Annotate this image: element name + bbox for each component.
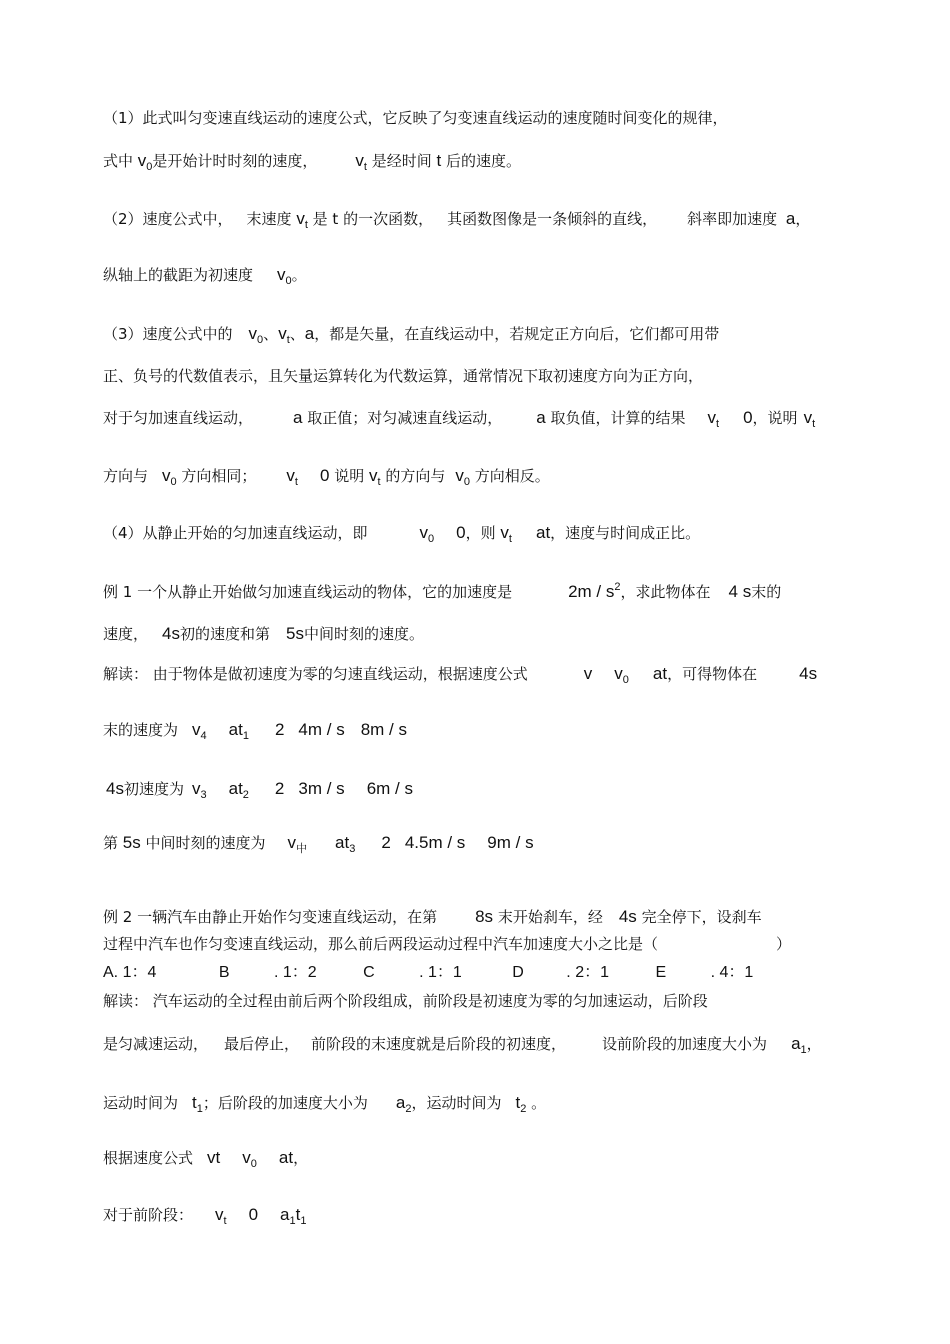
example-2-solution-line-2: 是匀减速运动， 最后停止， 前阶段的末速度就是后阶段的初速度， 设前阶段的加速度大小为 $a_1$， — [103, 1034, 822, 1056]
para-2-line-1: （2）速度公式中， 末速度 $v_t$ 是 t 的一次函数， 其函数图像是一条倾斜的直线， 斜率即加速度 a， — [103, 209, 811, 231]
example-2-line-2: 过程中汽车也作匀变速直线运动，那么前后两段运动过程中汽车加速度大小之比是（ ） — [103, 935, 792, 953]
example-1-solution-line-1: 解读： 由于物体是做初速度为零的匀速直线运动，根据速度公式 v $v_0$ at，可得物体在 4s — [103, 664, 818, 686]
example-2-options — [103, 963, 753, 983]
para-3-line-2: 正、负号的代数值表示，且矢量运算转化为代数运算，通常情况下取初速度方向为正方向， — [103, 367, 704, 385]
example-2-line-1: 例 2 一辆汽车由静止开始作匀变速直线运动，在第 8s 末开始刹车，经 4s 完全停下，设刹车 — [103, 907, 762, 926]
example-1-solution-line-3: 4s初速度为 $v_3$ $at_2$ 2 3m / s 6m / s — [106, 779, 413, 801]
option-e-letter: E — [655, 964, 667, 981]
option-a: A. 1：4 — [103, 964, 157, 981]
example-2-solution-line-4: 根据速度公式 vt $v_0$ at， — [103, 1148, 309, 1170]
option-d-text: . 2：1 — [566, 964, 609, 981]
option-b-text: . 1：2 — [273, 964, 317, 981]
para-3-line-1: （3）速度公式中的 $v_0$、$v_t$、a，都是矢量，在直线运动中，若规定正方向后，它们都可用带 — [103, 324, 720, 346]
para-3-line-4: 方向与 $v_0$ 方向相同； $v_t$ 0 说明 $v_t$ 的方向与 $v_0$ 方向相反。 — [103, 466, 550, 488]
option-d-letter: D — [512, 964, 524, 981]
example-1-line-2: 速度， 4s初的速度和第 5s中间时刻的速度。 — [103, 624, 424, 643]
para-1-line-2: 式中 $v_0$是开始计时时刻的速度， $v_t$ 是经时间 t 后的速度。 — [103, 151, 522, 173]
option-c-text: . 1：1 — [419, 964, 462, 981]
option-e-text: . 4：1 — [710, 964, 754, 981]
example-2-solution-line-3: 运动时间为 $t_1$；后阶段的加速度大小为 $a_2$，运动时间为 $t_2$ 。 — [103, 1093, 547, 1115]
example-1-solution-line-4: 第 5s 中间时刻的速度为 $v_中$ $at_3$ 2 4.5m / s 9m / s — [103, 833, 534, 855]
example-1-line-1: 例 1 一个从静止开始做匀加速直线运动的物体，它的加速度是 $2m / s^2$，求此物体在 4 s末的 — [103, 581, 782, 601]
example-2-solution-line-1: 解读： 汽车运动的全过程由前后两个阶段组成，前阶段是初速度为零的匀加速运动，后阶段 — [103, 992, 708, 1010]
para-4-line-1: （4）从静止开始的匀加速直线运动，即 $v_0$ 0，则 $v_t$ at，速度与时间成正比。 — [103, 523, 701, 545]
para-1-line-1: （1）此式叫匀变速直线运动的速度公式，它反映了匀变速直线运动的速度随时间变化的规律， — [103, 109, 728, 127]
para-3-line-3: 对于匀加速直线运动， a 取正值；对匀减速直线运动， a 取负值，计算的结果 $v_t$ 0，说明 $v_t$ — [103, 408, 816, 430]
option-b-letter: B — [218, 964, 230, 981]
para-2-line-2: 纵轴上的截距为初速度 $v_0$。 — [103, 265, 307, 287]
example-2-solution-line-5: 对于前阶段： $v_t$ 0 $a_1t_1$ — [103, 1205, 307, 1227]
example-1-solution-line-2: 末的速度为 $v_4$ $at_1$ 2 4m / s 8m / s — [103, 720, 408, 742]
option-c-letter: C — [363, 964, 375, 981]
